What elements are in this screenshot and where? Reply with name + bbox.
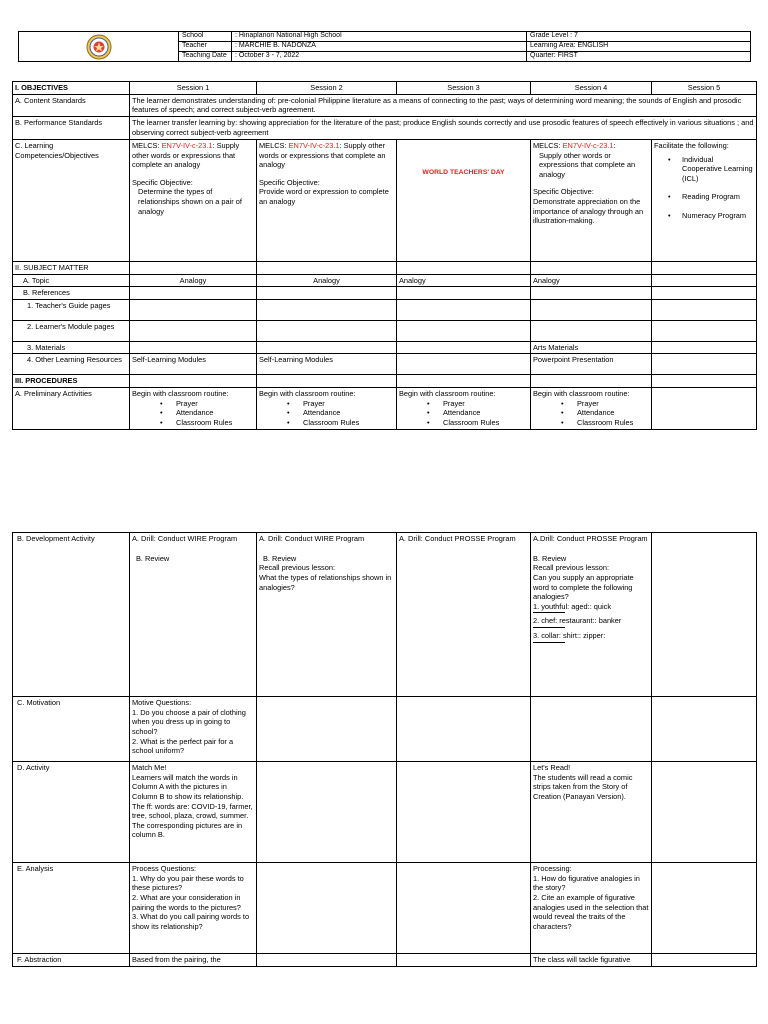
routine-title: Begin with classroom routine: — [399, 389, 496, 398]
learners-module-label: 2. Learner's Module pages — [13, 320, 130, 341]
preliminary-label: A. Preliminary Activities — [13, 388, 130, 430]
routine-title: Begin with classroom routine: — [259, 389, 356, 398]
melcs-text: Supply other words or expressions that complete an analogy — [132, 140, 240, 170]
facilitate-list — [654, 155, 754, 221]
materials-s4: Arts Materials — [531, 341, 652, 354]
performance-standards-text: The learner transfer learning by: showing appreciation for the literature of the past; produce English sounds correctly and use prosodic features of speech effectively in various situations ; and observing correct subject-verb agreement — [130, 116, 757, 139]
subject-matter-label: II. SUBJECT MATTER — [13, 261, 130, 274]
melcs-colon: : — [212, 140, 215, 150]
routine-title: Begin with classroom routine: — [533, 389, 630, 398]
specific-objective-label: Specific Objective: — [132, 177, 193, 187]
analogy-item: 1. youthful: aged:: quick — [533, 601, 612, 611]
melcs-prefix: MELCS: — [533, 140, 563, 150]
recall-question: What the types of relationships shown in analogies? — [259, 572, 392, 592]
quarter: Quarter: FIRST — [527, 52, 751, 62]
processing-question-2: 2. Cite an example of figurative analogies used in the selection that would reveal the traits of the characters? — [533, 892, 649, 931]
session-1-heading: Session 1 — [130, 82, 257, 95]
procedures-label: III. PROCEDURES — [13, 375, 130, 388]
plan-table-bottom — [12, 532, 757, 967]
analogy-item: 2. chef: restaurant:: banker — [533, 616, 622, 626]
drill-prosse: A.Drill: Conduct PROSSE Program — [533, 534, 648, 543]
answer-blank — [533, 612, 565, 613]
teacher-label: Teacher — [179, 42, 232, 52]
school-label: School — [179, 32, 232, 42]
answer-blank — [533, 627, 565, 628]
activity-text: The students will read a comic strips taken from the Story of Creation (Panayan Version). — [533, 772, 633, 801]
list-item: • Reading Program — [668, 192, 754, 202]
routine-s2 — [257, 388, 397, 430]
development-s3 — [397, 533, 531, 697]
grade-level: Grade Level : 7 — [527, 32, 751, 42]
motive-question-2: 2. What is the perfect pair for a school uniform? — [132, 736, 234, 756]
drill-wire: A. Drill: Conduct WIRE Program — [259, 534, 365, 543]
activity-title: Let's Read! — [533, 763, 571, 772]
list-item: • Classroom Rules — [561, 418, 649, 428]
content-standards-text: The learner demonstrates understanding of: pre-colonial Philippine literature as a means of connecting to the past; ways of determining word meaning; the sounds of English and prosodic features of speech; and correct subject-verb agreement. — [130, 94, 757, 116]
motivation-s1 — [130, 697, 257, 762]
references-label: B. References — [13, 287, 130, 300]
activity-title: Match Me! — [132, 763, 167, 772]
list-item: • Prayer — [561, 399, 649, 409]
list-item: • Attendance — [561, 408, 649, 418]
specific-objective-label: Specific Objective: — [259, 177, 320, 187]
session-2-heading: Session 2 — [257, 82, 397, 95]
motive-question-1: 1. Do you choose a pair of clothing when you dress up in going to school? — [132, 707, 246, 736]
process-question-1: 1. Why do you pair these words to these pictures? — [132, 873, 244, 893]
melcs-code: EN7V-IV-c-23.1 — [562, 140, 614, 150]
topic-s3: Analogy — [397, 274, 531, 287]
process-question-2: 2. What are your consideration in pairing the words to the pictures? — [132, 892, 241, 912]
header-table — [18, 31, 751, 62]
analogy-item: 3. collar: shirt:: zipper: — [533, 631, 606, 640]
plan-table-top — [12, 81, 757, 430]
content-standards-label: A. Content Standards — [13, 94, 130, 116]
facilitate-title: Facilitate the following: — [654, 140, 729, 150]
recall-question: Can you supply an appropriate word to complete the following analogies? — [533, 572, 634, 602]
specific-objective-text: Demonstrate appreciation on the importance of analogy through an illustration-making. — [533, 197, 644, 226]
competencies-s3 — [397, 139, 531, 261]
session-5-heading: Session 5 — [652, 82, 757, 95]
logo-cell — [19, 32, 179, 62]
recall-label: Recall previous lesson: — [533, 563, 609, 573]
routine-s4 — [531, 388, 652, 430]
melcs-text: Supply other words or expressions that complete an analogy — [259, 140, 386, 170]
competencies-s5 — [652, 139, 757, 261]
abstraction-s4: The class will tackle figurative — [531, 954, 652, 967]
performance-standards-label: B. Performance Standards — [13, 116, 130, 139]
topic-s2: Analogy — [257, 274, 397, 287]
list-item: • Classroom Rules — [287, 418, 394, 428]
review-label: B. Review — [533, 553, 567, 563]
analysis-s4 — [531, 863, 652, 954]
processing-question-1: 1. How do figurative analogies in the story? — [533, 873, 640, 893]
other-resources-label: 4. Other Learning Resources — [13, 354, 130, 375]
materials-label: 3. Materials — [13, 341, 130, 354]
date-value: : October 3 - 7, 2022 — [232, 52, 527, 62]
list-item: • Prayer — [287, 399, 394, 409]
activity-label: D. Activity — [13, 762, 130, 863]
analysis-s1 — [130, 863, 257, 954]
analysis-label: E. Analysis — [13, 863, 130, 954]
list-item: • Numeracy Program — [668, 211, 754, 221]
development-label: B. Development Activity — [13, 533, 130, 697]
melcs-prefix: MELCS: — [132, 140, 162, 150]
specific-objective-label: Specific Objective: — [533, 187, 594, 197]
school-seal-logo — [86, 34, 112, 60]
session-3-heading: Session 3 — [397, 82, 531, 95]
melcs-colon: : — [339, 140, 342, 150]
review-label: B. Review — [136, 553, 170, 563]
review-label: B. Review — [263, 553, 297, 563]
date-label: Teaching Date — [179, 52, 232, 62]
abstraction-s1: Based from the pairing, the — [130, 954, 257, 967]
competencies-s4 — [531, 139, 652, 261]
teacher-value: : MARCHIE B. NADONZA — [232, 42, 527, 52]
drill-wire: A. Drill: Conduct WIRE Program — [132, 534, 238, 543]
melcs-colon: : — [613, 140, 616, 150]
list-item: • Attendance — [427, 408, 528, 418]
competencies-s2 — [257, 139, 397, 261]
recall-label: Recall previous lesson: — [259, 563, 335, 573]
melcs-code: EN7V-IV-c-23.1 — [161, 140, 213, 150]
development-s1 — [130, 533, 257, 697]
activity-text: Learners will match the words in Column A with the pictures in Column B to show its relationship. The ff: words are: COVID-19, farmer, tree, school, plaza, crowd, summer. The corresponding pictures are in column B. — [132, 772, 253, 840]
objectives-heading: I. OBJECTIVES — [13, 82, 130, 95]
topic-label: A. Topic — [13, 274, 130, 287]
school-value: : Hinaplanon National High School — [232, 32, 527, 42]
routine-title: Begin with classroom routine: — [132, 389, 229, 398]
competencies-label: C. Learning Competencies/Objectives — [13, 139, 130, 261]
learning-area: Learning Area: ENGLISH — [527, 42, 751, 52]
drill-prosse: A. Drill: Conduct PROSSE Program — [399, 534, 516, 543]
teachers-guide-label: 1. Teacher's Guide pages — [13, 299, 130, 320]
motive-title: Motive Questions: — [132, 698, 192, 707]
list-item: • Prayer — [427, 399, 528, 409]
motivation-label: C. Motivation — [13, 697, 130, 762]
other-resources-s2: Self-Learning Modules — [257, 354, 397, 375]
activity-s4 — [531, 762, 652, 863]
development-s2 — [257, 533, 397, 697]
list-item: • Prayer — [160, 399, 254, 409]
session-4-heading: Session 4 — [531, 82, 652, 95]
routine-list — [259, 399, 394, 428]
abstraction-label: F. Abstraction — [13, 954, 130, 967]
melcs-text: Supply other words or expressions that complete an analogy — [539, 150, 636, 179]
specific-objective-text: Provide word or expression to complete an analogy — [259, 187, 389, 206]
list-item: • Classroom Rules — [427, 418, 528, 428]
melcs-prefix: MELCS: — [259, 140, 289, 150]
other-resources-s1: Self-Learning Modules — [130, 354, 257, 375]
processing-title: Processing: — [533, 864, 572, 873]
other-resources-s4: Powerpoint Presentation — [531, 354, 652, 375]
world-teachers-day: WORLD TEACHERS' DAY — [422, 168, 505, 176]
list-item: • Attendance — [160, 408, 254, 418]
topic-s1: Analogy — [130, 274, 257, 287]
melcs-code: EN7V-IV-c-23.1 — [288, 140, 340, 150]
routine-list — [132, 399, 254, 428]
process-title: Process Questions: — [132, 864, 197, 873]
competencies-s1 — [130, 139, 257, 261]
specific-objective-text: Determine the types of relationships shown on a pair of analogy — [138, 187, 242, 216]
routine-list — [399, 399, 528, 428]
list-item: • Individual Cooperative Learning (ICL) — [668, 155, 754, 184]
routine-s3 — [397, 388, 531, 430]
list-item: • Attendance — [287, 408, 394, 418]
activity-s1 — [130, 762, 257, 863]
answer-blank — [533, 642, 565, 643]
topic-s4: Analogy — [531, 274, 652, 287]
list-item: • Classroom Rules — [160, 418, 254, 428]
routine-s1 — [130, 388, 257, 430]
development-s4 — [531, 533, 652, 697]
process-question-3: 3. What do you call pairing words to show its relationship? — [132, 912, 250, 931]
routine-list — [533, 399, 649, 428]
